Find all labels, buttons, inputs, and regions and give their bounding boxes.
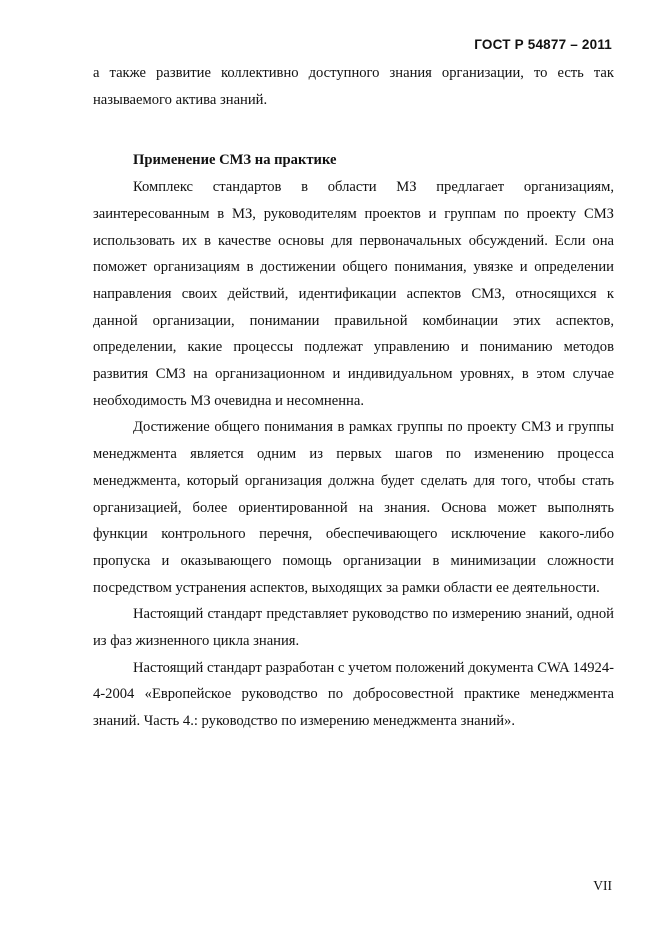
continuation-paragraph: а также развитие коллективно доступного знания организации, то есть так называемого актива знаний. [93, 65, 614, 108]
paragraph: Достижение общего понимания в рамках группы по проекту СМЗ и группы менеджмента является одним из первых шагов по изменению процесса менеджмента, который организация должна будет сделать для того, чтобы стать организацией, более ориентированной на знания. Основа может выполнять функции контрольного перечня, обеспечивающего исключение какого-либо пропуска и оказывающего помощь организации в минимизации сложности посредством устранения аспектов, выходящих за рамки области ее деятельности. [93, 419, 614, 596]
section-heading: Применение СМЗ на практике [133, 152, 337, 169]
paragraph: Настоящий стандарт представляет руководство по измерению знаний, одной из фаз жизненного цикла знания. [93, 606, 614, 650]
page-number: VII [593, 878, 612, 893]
paragraph: Настоящий стандарт разработан с учетом положений документа CWA 14924-4-2004 «Европейское руководство по добросовестной практике менеджмента знаний. Часть 4.: руководство по измерению менеджмента знаний». [93, 659, 614, 730]
document-code: ГОСТ Р 54877 – 2011 [474, 37, 612, 52]
paragraph: Комплекс стандартов в области МЗ предлагает организациям, заинтересованным в МЗ, руководителям проектов и группам по проекту СМЗ использовать их в качестве основы для первоначальных обсуждений. Если она поможет организациям в достижении общего понимания, увязке и определении направления своих действий, идентификации аспектов СМЗ, относящихся к данной организации, понимании правильной комбинации этих аспектов, определении, какие процессы подлежат управлению и пониманию методов развития СМЗ на организационном и индивидуальном уровнях, в этом случае необходимость МЗ очевидна и несомненна. [93, 179, 614, 409]
page-body [93, 60, 614, 735]
